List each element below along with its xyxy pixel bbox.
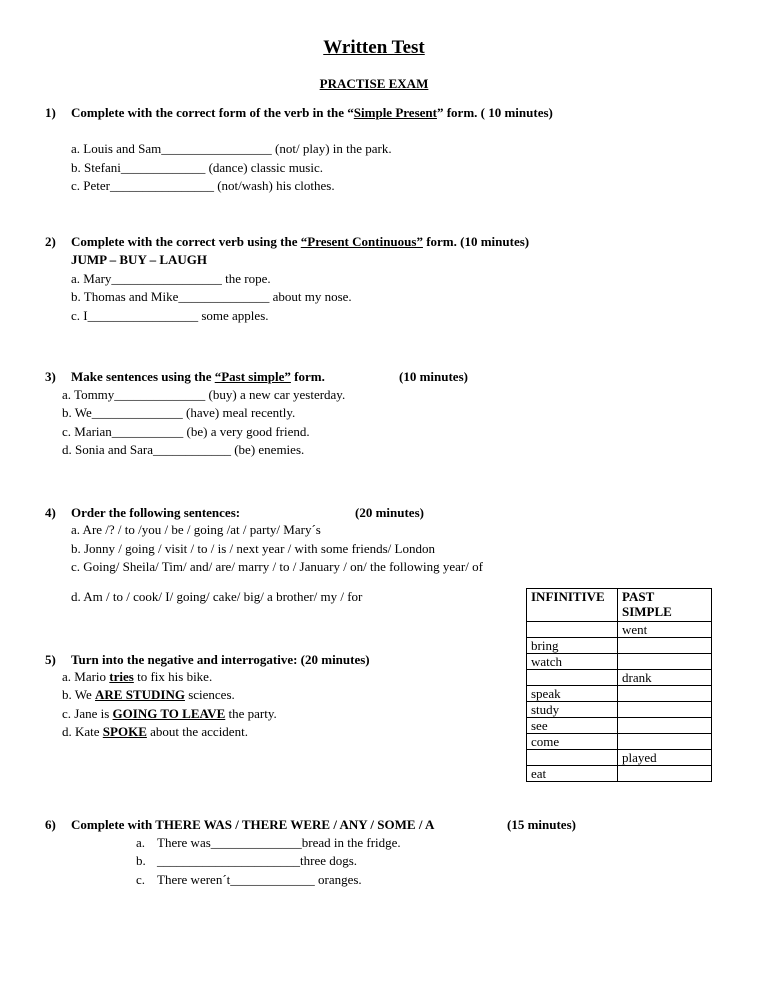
q2-item-b: b. Thomas and Mike______________ about my nose. bbox=[71, 289, 352, 304]
q6-item-c: There weren´t_____________ oranges. bbox=[157, 872, 362, 887]
table-cell bbox=[618, 734, 712, 750]
table-row bbox=[527, 718, 712, 734]
q5-item-d: d. Kate SPOKE about the accident. bbox=[62, 724, 248, 739]
table-cell: bring bbox=[527, 638, 618, 654]
table-cell: played bbox=[618, 750, 712, 766]
table-header-past-simple: PAST SIMPLE bbox=[618, 589, 712, 622]
table-cell bbox=[527, 622, 618, 638]
table-cell bbox=[527, 750, 618, 766]
table-header-infinitive: INFINITIVE bbox=[527, 589, 618, 622]
q6-instruction: Complete with THERE WAS / THERE WERE / ANY / SOME / A bbox=[71, 817, 435, 832]
q3-instruction: Make sentences using the “Past simple” form. bbox=[71, 369, 325, 384]
table-row bbox=[527, 702, 712, 718]
table-row bbox=[527, 766, 712, 782]
table-cell bbox=[618, 686, 712, 702]
table-cell: study bbox=[527, 702, 618, 718]
table-row bbox=[527, 734, 712, 750]
q6-item-a: There was______________bread in the fridge. bbox=[157, 835, 401, 850]
q3-tense: “Past simple” bbox=[214, 369, 291, 384]
table-cell bbox=[618, 718, 712, 734]
q4-item-b: b. Jonny / going / visit / to / is / next year / with some friends/ London bbox=[71, 541, 435, 556]
table-row bbox=[527, 670, 712, 686]
q1-item-b: b. Stefani_____________ (dance) classic music. bbox=[71, 160, 323, 175]
q3-item-c: c. Marian___________ (be) a very good friend. bbox=[62, 424, 310, 439]
q3-item-d: d. Sonia and Sara____________ (be) enemies. bbox=[62, 442, 305, 457]
q4-number: 4) bbox=[45, 505, 56, 520]
page-subtitle: PRACTISE EXAM bbox=[319, 76, 429, 91]
q5-verb-a: tries bbox=[109, 669, 134, 684]
q5-verb-c: GOING TO LEAVE bbox=[112, 706, 226, 721]
q6-label-b: b. bbox=[136, 853, 146, 868]
q3-item-a: a. Tommy______________ (buy) a new car yesterday. bbox=[62, 387, 346, 402]
q5-instruction: Turn into the negative and interrogative: (20 minutes) bbox=[71, 652, 370, 667]
q4-instruction: Order the following sentences: bbox=[71, 505, 241, 520]
q2-word-bank: JUMP – BUY – LAUGH bbox=[71, 252, 208, 267]
q5-verb-d: SPOKE bbox=[102, 724, 147, 739]
q1-instruction: Complete with the correct form of the verb in the “Simple Present” form. ( 10 minutes) bbox=[71, 105, 553, 120]
verb-table bbox=[526, 588, 712, 782]
q4-time: (20 minutes) bbox=[355, 505, 424, 520]
q2-item-a: a. Mary_________________ the rope. bbox=[71, 271, 271, 286]
table-cell bbox=[618, 702, 712, 718]
table-row bbox=[527, 750, 712, 766]
q1-item-a: a. Louis and Sam_________________ (not/ play) in the park. bbox=[71, 141, 392, 156]
q5-number: 5) bbox=[45, 652, 56, 667]
table-cell bbox=[618, 654, 712, 670]
table-row bbox=[527, 686, 712, 702]
q1-number: 1) bbox=[45, 105, 56, 120]
q6-label-c: c. bbox=[136, 872, 146, 887]
q5-item-c: c. Jane is GOING TO LEAVE the party. bbox=[62, 706, 277, 721]
q3-time: (10 minutes) bbox=[399, 369, 468, 384]
table-cell: watch bbox=[527, 654, 618, 670]
page-title: Written Test bbox=[323, 37, 425, 58]
table-cell: speak bbox=[527, 686, 618, 702]
q2-number: 2) bbox=[45, 234, 56, 249]
table-cell: see bbox=[527, 718, 618, 734]
table-cell bbox=[527, 670, 618, 686]
table-header-row bbox=[527, 589, 712, 622]
table-cell: drank bbox=[618, 670, 712, 686]
q6-label-a: a. bbox=[136, 835, 146, 850]
q1-item-c: c. Peter________________ (not/wash) his clothes. bbox=[71, 178, 335, 193]
q4-item-c: c. Going/ Sheila/ Tim/ and/ are/ marry / to / January / on/ the following year/ of bbox=[71, 559, 483, 574]
q2-item-c: c. I_________________ some apples. bbox=[71, 308, 269, 323]
q4-item-a: a. Are /? / to /you / be / going /at / party/ Mary´s bbox=[71, 522, 321, 537]
q2-instruction: Complete with the correct verb using the “Present Continuous” form. (10 minutes) bbox=[71, 234, 530, 249]
q2-tense: “Present Continuous” bbox=[300, 234, 423, 249]
table-cell bbox=[618, 638, 712, 654]
table-cell: went bbox=[618, 622, 712, 638]
q6-time: (15 minutes) bbox=[507, 817, 576, 832]
q4-item-d: d. Am / to / cook/ I/ going/ cake/ big/ a brother/ my / for bbox=[71, 589, 363, 604]
q6-number: 6) bbox=[45, 817, 56, 832]
q6-item-b: ______________________three dogs. bbox=[157, 853, 358, 868]
table-row bbox=[527, 622, 712, 638]
q5-item-b: b. We ARE STUDING sciences. bbox=[62, 687, 235, 702]
table-row bbox=[527, 654, 712, 670]
table-cell: come bbox=[527, 734, 618, 750]
q1-tense: Simple Present bbox=[353, 105, 437, 120]
table-row bbox=[527, 638, 712, 654]
q5-verb-b: ARE STUDING bbox=[95, 687, 185, 702]
q3-number: 3) bbox=[45, 369, 56, 384]
q5-item-a: a. Mario tries to fix his bike. bbox=[62, 669, 213, 684]
table-cell bbox=[618, 766, 712, 782]
table-cell: eat bbox=[527, 766, 618, 782]
q3-item-b: b. We______________ (have) meal recently. bbox=[62, 405, 296, 420]
